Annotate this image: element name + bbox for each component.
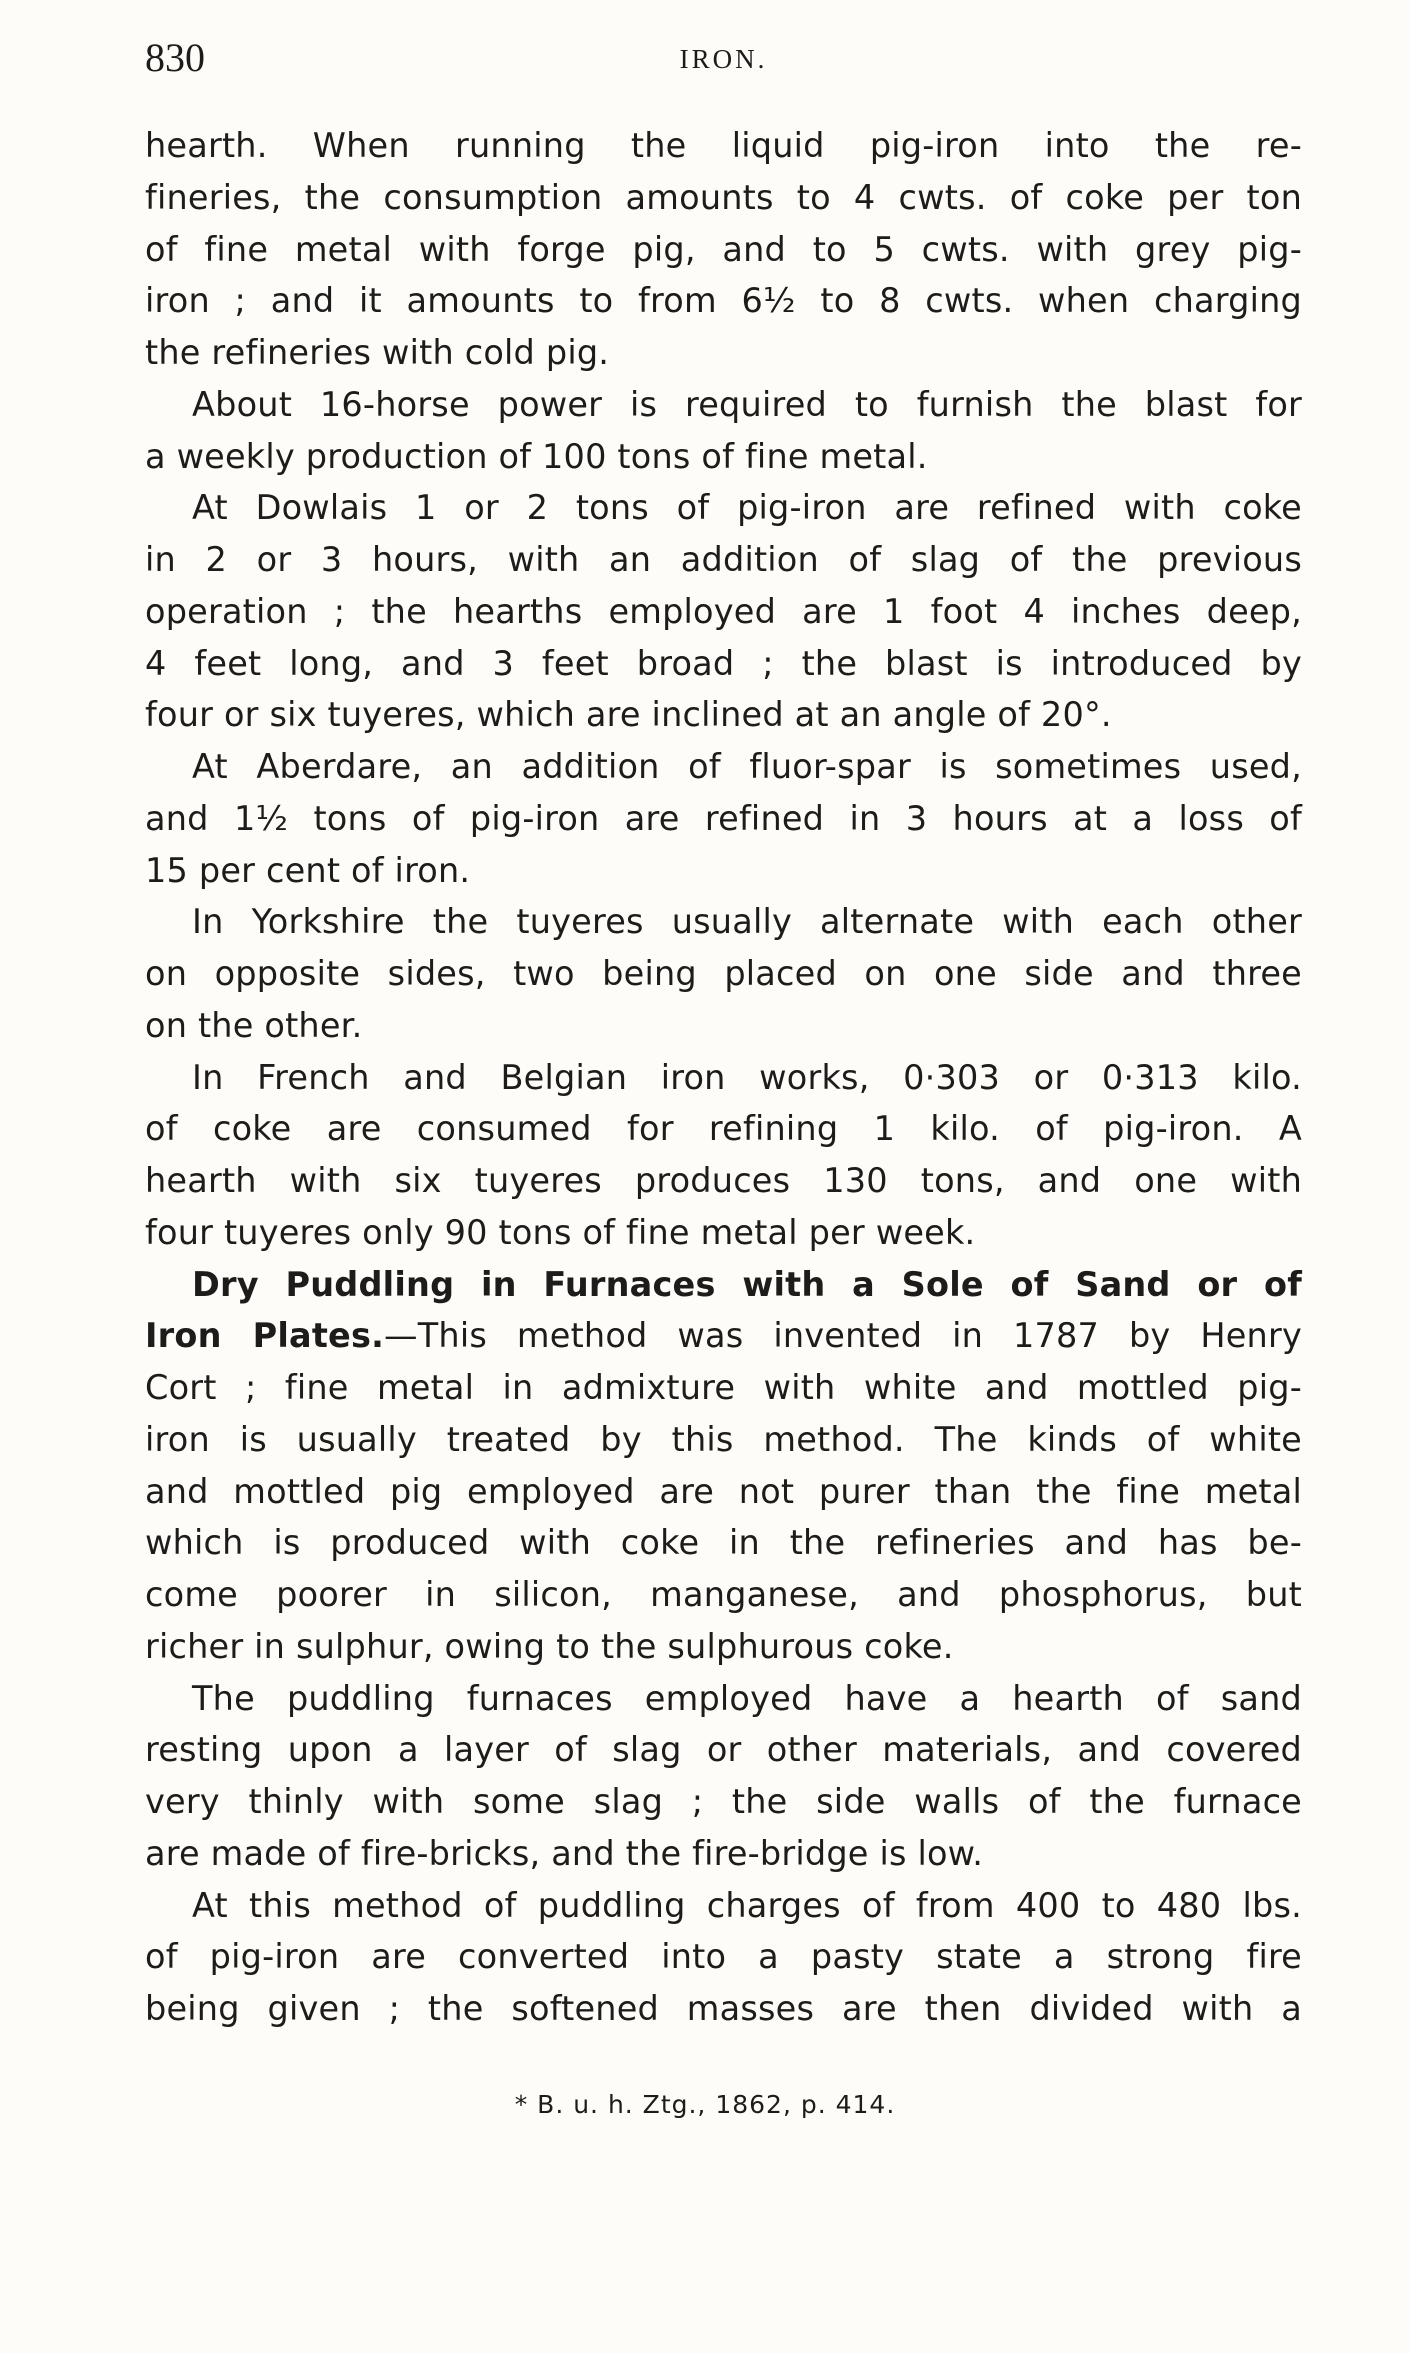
paragraph bbox=[145, 1880, 1302, 2035]
text-line bbox=[145, 1155, 1302, 1207]
text-run: fineries, the consumption amounts to 4 cwts. of coke per ton bbox=[145, 177, 1302, 217]
text-line bbox=[145, 845, 1302, 897]
body-text bbox=[145, 120, 1302, 2035]
text-line bbox=[145, 1310, 1302, 1362]
text-line bbox=[145, 431, 1302, 483]
paragraph bbox=[145, 120, 1302, 379]
text-line bbox=[145, 1880, 1302, 1932]
text-line bbox=[145, 1207, 1302, 1259]
section-heading: Dry Puddling in Furnaces with a Sole of Sand or of bbox=[192, 1264, 1302, 1304]
text-run: of pig-iron are converted into a pasty state a strong fire bbox=[145, 1937, 1302, 1977]
running-title: IRON. bbox=[679, 44, 768, 74]
text-run: four tuyeres only 90 tons of fine metal per week. bbox=[145, 1212, 976, 1252]
text-run: and mottled pig employed are not purer than the fine metal bbox=[145, 1471, 1302, 1511]
text-line bbox=[145, 1414, 1302, 1466]
text-line bbox=[145, 1569, 1302, 1621]
text-line bbox=[145, 120, 1302, 172]
text-line bbox=[145, 327, 1302, 379]
text-run: on opposite sides, two being placed on one side and three bbox=[145, 954, 1302, 993]
footnote: * B. u. h. Ztg., 1862, p. 414. bbox=[514, 2090, 896, 2119]
text-run: richer in sulphur, owing to the sulphurous coke. bbox=[145, 1626, 954, 1666]
text-run: of coke are consumed for refining 1 kilo. of pig-iron. A bbox=[145, 1109, 1302, 1149]
text-run: About 16-horse power is required to furnish the blast for bbox=[192, 384, 1302, 424]
text-run: come poorer in silicon, manganese, and phosphorus, but bbox=[145, 1575, 1302, 1614]
text-run: which is produced with coke in the refineries and has be- bbox=[145, 1523, 1302, 1563]
text-line bbox=[145, 896, 1302, 948]
text-line bbox=[145, 1724, 1302, 1776]
page-header bbox=[145, 34, 1302, 84]
paragraph bbox=[145, 896, 1302, 1051]
text-run: —This method was invented in 1787 by Henry bbox=[384, 1316, 1302, 1356]
text-line bbox=[145, 689, 1302, 741]
text-line bbox=[145, 1621, 1302, 1673]
page-number: 830 bbox=[145, 35, 205, 80]
section-heading: Iron Plates. bbox=[145, 1316, 385, 1356]
paragraph bbox=[145, 379, 1302, 483]
paragraph bbox=[145, 1259, 1302, 1673]
text-line bbox=[145, 586, 1302, 638]
text-line bbox=[145, 1517, 1302, 1569]
text-run: In Yorkshire the tuyeres usually alternate with each other bbox=[192, 902, 1302, 942]
text-line bbox=[145, 1052, 1302, 1104]
text-run: on the other. bbox=[145, 1005, 363, 1045]
text-line bbox=[145, 1983, 1302, 2035]
paragraph bbox=[145, 741, 1302, 896]
text-line bbox=[145, 1931, 1302, 1983]
text-run: 4 feet long, and 3 feet broad ; the blast is introduced by bbox=[145, 643, 1302, 683]
text-run: a weekly production of 100 tons of fine metal. bbox=[145, 436, 928, 476]
text-run: At Aberdare, an addition of fluor-spar is sometimes used, bbox=[192, 747, 1302, 786]
text-run: iron ; and it amounts to from 6½ to 8 cwts. when charging bbox=[145, 281, 1302, 321]
text-line bbox=[145, 224, 1302, 276]
text-line bbox=[145, 1103, 1302, 1155]
text-line bbox=[145, 793, 1302, 845]
text-run: the refineries with cold pig. bbox=[145, 333, 610, 372]
text-run: four or six tuyeres, which are inclined at an angle of 20°. bbox=[145, 695, 1112, 735]
text-line bbox=[145, 482, 1302, 534]
text-run: very thinly with some slag ; the side walls of the furnace bbox=[145, 1782, 1302, 1821]
text-run: At this method of puddling charges of from 400 to 480 lbs. bbox=[192, 1885, 1302, 1925]
text-line bbox=[145, 741, 1302, 793]
text-run: being given ; the softened masses are then divided with a bbox=[145, 1989, 1302, 2028]
text-run: are made of fire-bricks, and the fire-bridge is low. bbox=[145, 1833, 984, 1873]
text-line bbox=[145, 1466, 1302, 1518]
text-line bbox=[145, 1259, 1302, 1311]
text-run: In French and Belgian iron works, 0·303 or 0·313 kilo. bbox=[192, 1057, 1302, 1097]
text-run: hearth. When running the liquid pig-iron into the re- bbox=[145, 126, 1302, 165]
text-line bbox=[145, 379, 1302, 431]
text-run: 15 per cent of iron. bbox=[145, 850, 471, 890]
text-run: of fine metal with forge pig, and to 5 cwts. with grey pig- bbox=[145, 229, 1302, 269]
text-run: At Dowlais 1 or 2 tons of pig-iron are refined with coke bbox=[192, 488, 1302, 528]
text-run: iron is usually treated by this method. The kinds of white bbox=[145, 1419, 1302, 1459]
text-run: operation ; the hearths employed are 1 foot 4 inches deep, bbox=[145, 591, 1302, 631]
text-run: The puddling furnaces employed have a hearth of sand bbox=[192, 1678, 1302, 1718]
paragraph bbox=[145, 1673, 1302, 1880]
text-line bbox=[145, 948, 1302, 1000]
text-run: and 1½ tons of pig-iron are refined in 3 hours at a loss of bbox=[145, 798, 1302, 838]
text-line bbox=[145, 172, 1302, 224]
text-line bbox=[145, 1776, 1302, 1828]
text-line bbox=[145, 275, 1302, 327]
text-run: hearth with six tuyeres produces 130 tons, and one with bbox=[145, 1161, 1302, 1200]
paragraph bbox=[145, 1052, 1302, 1259]
text-line bbox=[145, 1828, 1302, 1880]
text-line bbox=[145, 1362, 1302, 1414]
paragraph bbox=[145, 482, 1302, 741]
text-run: Cort ; fine metal in admixture with white and mottled pig- bbox=[145, 1368, 1302, 1407]
text-line bbox=[145, 1673, 1302, 1725]
text-line bbox=[145, 1000, 1302, 1052]
text-run: resting upon a layer of slag or other materials, and covered bbox=[145, 1730, 1302, 1770]
text-line bbox=[145, 534, 1302, 586]
text-line bbox=[145, 638, 1302, 690]
text-run: in 2 or 3 hours, with an addition of slag of the previous bbox=[145, 540, 1302, 579]
